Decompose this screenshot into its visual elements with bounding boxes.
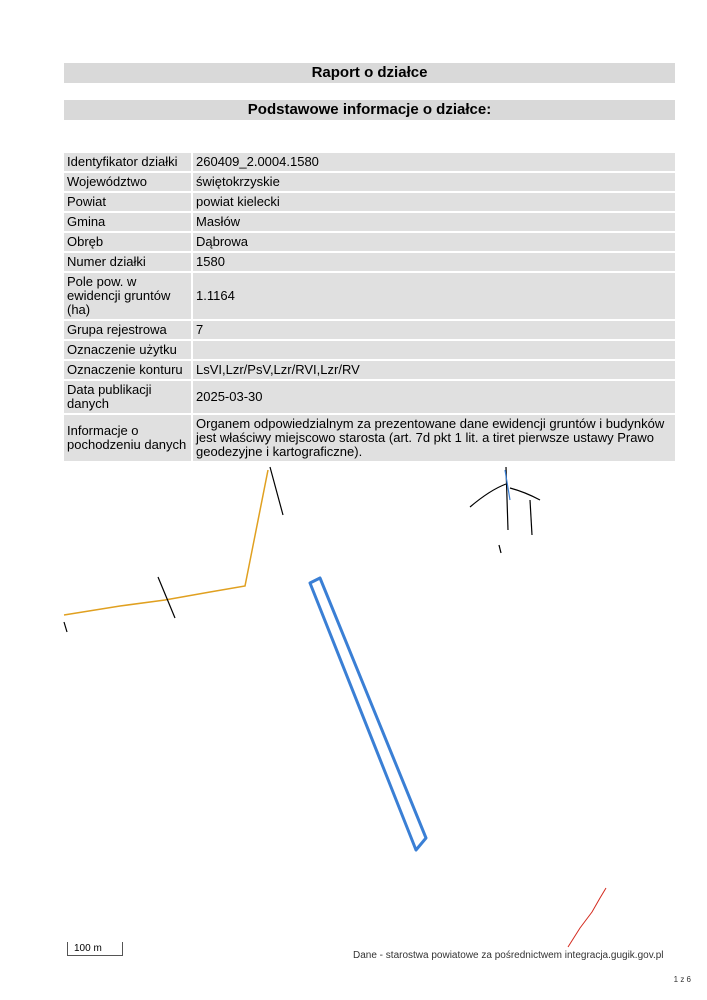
table-row [64,233,675,251]
row-key: Pole pow. w ewidencji gruntów (ha) [64,273,193,319]
section-title: Podstawowe informacje o działce: [64,100,675,120]
row-key: Województwo [64,173,193,191]
row-value: 7 [193,321,675,339]
field-line [270,467,283,515]
row-value: świętokrzyskie [193,173,675,191]
row-key: Grupa rejestrowa [64,321,193,339]
report-title: Raport o działce [64,63,675,83]
row-value: Dąbrowa [193,233,675,251]
table-row [64,341,675,359]
table-row [64,321,675,339]
row-key: Identyfikator działki [64,153,193,171]
row-value: Masłów [193,213,675,231]
red-line [568,888,606,947]
table-row [64,381,675,413]
road-line [470,484,506,507]
row-value: 1.1164 [193,273,675,319]
parcel-map[interactable] [0,460,707,960]
table-row [64,153,675,171]
table-row [64,361,675,379]
table-row [64,173,675,191]
field-line [158,577,175,618]
row-value [193,341,675,359]
page-indicator: 1 z 6 [673,975,691,984]
row-key: Oznaczenie konturu [64,361,193,379]
row-value: Organem odpowiedzialnym za prezentowane dane ewidencji gruntów i budynków jest właściwy miejscowo starosta (art. 7d pkt 1 lit. a tiret pierwsze ustawy Prawo geodezyjne i kartograficzne). [193,415,675,461]
road-line [499,545,501,553]
field-line [64,622,67,632]
road-line [530,500,532,535]
row-key: Oznaczenie użytku [64,341,193,359]
parcel-outline[interactable] [310,578,426,850]
row-value: LsVI,Lzr/PsV,Lzr/RVI,Lzr/RV [193,361,675,379]
row-value: 260409_2.0004.1580 [193,153,675,171]
table-row [64,273,675,319]
row-key: Obręb [64,233,193,251]
scale-bar: 100 m [67,942,123,956]
table-row [64,415,675,461]
parcel-info-table [64,151,675,463]
row-value: 2025-03-30 [193,381,675,413]
row-key: Gmina [64,213,193,231]
data-source-note: Dane - starostwa powiatowe za pośrednictwem integracja.gugik.gov.pl [353,950,664,961]
row-key: Informacje o pochodzeniu danych [64,415,193,461]
boundary-line [64,470,268,615]
row-key: Data publikacji danych [64,381,193,413]
row-value: powiat kielecki [193,193,675,211]
row-key: Powiat [64,193,193,211]
table-row [64,193,675,211]
road-line [510,488,540,500]
row-key: Numer działki [64,253,193,271]
table-row [64,253,675,271]
table-row [64,213,675,231]
row-value: 1580 [193,253,675,271]
